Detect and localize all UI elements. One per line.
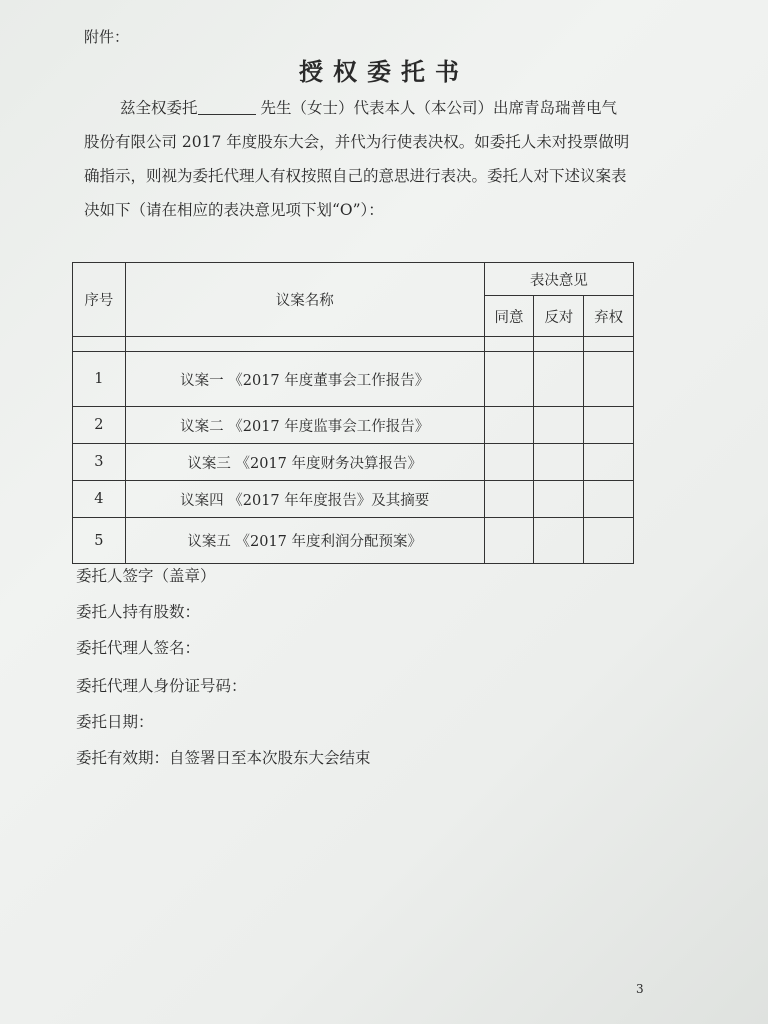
against-cell[interactable]: [534, 481, 584, 518]
agree-cell[interactable]: [484, 352, 534, 407]
against-cell[interactable]: [534, 518, 584, 564]
intro-line-3: 确指示，则视为委托代理人有权按照自己的意思进行表决。委托人对下述议案表: [84, 167, 627, 185]
row-name: 议案三 《2017 年度财务决算报告》: [125, 444, 484, 481]
against-cell[interactable]: [534, 407, 584, 444]
agree-cell[interactable]: [484, 444, 534, 481]
agree-cell[interactable]: [484, 518, 534, 564]
intro-text: 兹全权委托: [120, 99, 198, 117]
against-cell[interactable]: [534, 352, 584, 407]
table-row: [73, 481, 634, 518]
abstain-cell[interactable]: [584, 352, 634, 407]
page-number: 3: [636, 982, 644, 996]
against-cell[interactable]: [534, 444, 584, 481]
page-title: 授权委托书: [299, 57, 469, 86]
agent-id-label: 委托代理人身份证号码：: [76, 677, 247, 695]
row-no: 1: [73, 352, 126, 407]
header-name: 议案名称: [125, 263, 484, 337]
table-row: [73, 518, 634, 564]
header-opinion: 表决意见: [484, 263, 633, 296]
row-no: 2: [73, 407, 126, 444]
shares-held-label: 委托人持有股数：: [76, 603, 201, 621]
abstain-cell[interactable]: [584, 518, 634, 564]
agent-signature-label: 委托代理人签名：: [76, 639, 201, 657]
validity-label: 委托有效期：自签署日至本次股东大会结束: [76, 749, 371, 767]
proxy-name-blank[interactable]: [198, 98, 256, 115]
voting-table: [72, 262, 634, 564]
row-no: 5: [73, 518, 126, 564]
principal-signature-label: 委托人签字（盖章）: [76, 567, 216, 585]
row-no: 4: [73, 481, 126, 518]
row-name: 议案四 《2017 年年度报告》及其摘要: [125, 481, 484, 518]
table-row: [73, 352, 634, 407]
intro-line-4: 决如下（请在相应的表决意见项下划“O”）：: [84, 201, 384, 219]
abstain-cell[interactable]: [584, 407, 634, 444]
row-name: 议案二 《2017 年度监事会工作报告》: [125, 407, 484, 444]
abstain-cell[interactable]: [584, 481, 634, 518]
intro-line-1: [84, 91, 664, 125]
intro-line-2: 股份有限公司 2017 年度股东大会，并代为行使表决权。如委托人未对投票做明: [84, 133, 630, 151]
intro-paragraph: [84, 91, 664, 227]
header-no: 序号: [73, 263, 126, 337]
row-name: 议案五 《2017 年度利润分配预案》: [125, 518, 484, 564]
header-abstain: 弃权: [584, 296, 634, 337]
row-name: 议案一 《2017 年度董事会工作报告》: [125, 352, 484, 407]
header-against: 反对: [534, 296, 584, 337]
abstain-cell[interactable]: [584, 444, 634, 481]
entrust-date-label: 委托日期：: [76, 713, 154, 731]
agree-cell[interactable]: [484, 407, 534, 444]
header-agree: 同意: [484, 296, 534, 337]
attachment-label: 附件：: [84, 28, 130, 46]
table-row: [73, 407, 634, 444]
intro-text: 先生（女士）代表本人（本公司）出席青岛瑞普电气: [260, 99, 617, 117]
row-no: 3: [73, 444, 126, 481]
table-row: [73, 444, 634, 481]
agree-cell[interactable]: [484, 481, 534, 518]
